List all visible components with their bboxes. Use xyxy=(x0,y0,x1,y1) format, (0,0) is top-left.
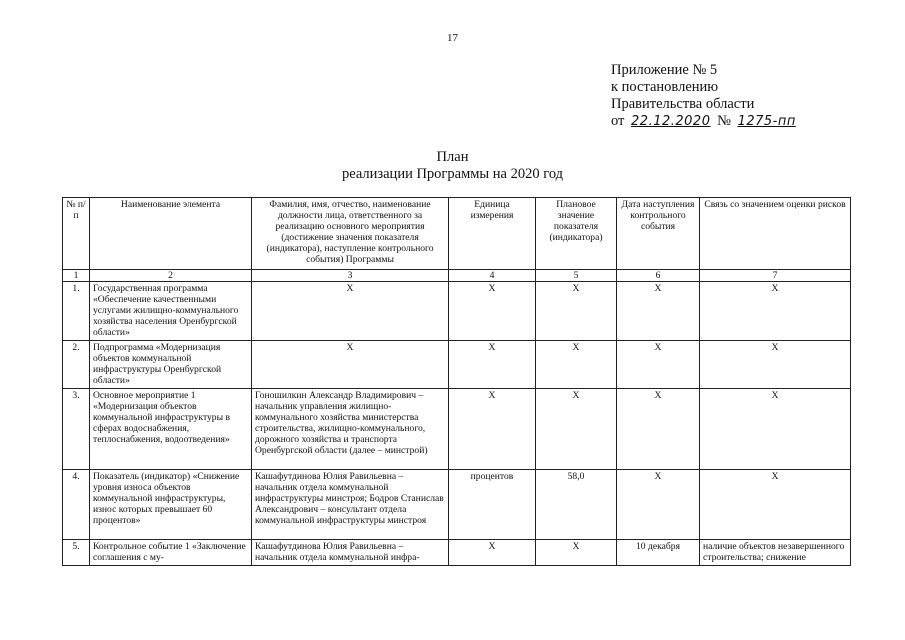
row-plan-value: Х xyxy=(536,540,617,566)
appendix-line-1: Приложение № 5 xyxy=(611,62,718,78)
row-name: Подпрограмма «Модернизация объектов коммунальной инфраструктуры Оренбургской области» xyxy=(90,341,252,389)
appendix-date-line xyxy=(611,113,799,130)
number-prefix: № xyxy=(717,113,731,129)
table-row xyxy=(63,389,851,470)
row-responsible: Гоношилкин Александр Владимирович – начальник управления жилищно-коммунального хозяйства министерства строительства, жилищно-коммунального, дорожного хозяйства и транспорта Оренбургской области (далее – минстрой) xyxy=(252,389,449,470)
row-num: 5. xyxy=(63,540,90,566)
header-plan-value: Плановое значение показателя (индикатора) xyxy=(536,198,617,270)
header-date: Дата наступления контрольного события xyxy=(617,198,700,270)
handwritten-number: 1275-пп xyxy=(737,114,796,129)
date-prefix: от xyxy=(611,113,625,129)
table-header-row xyxy=(63,198,851,270)
header-unit: Единица измерения xyxy=(449,198,536,270)
row-plan-value: Х xyxy=(536,389,617,470)
header-num: № п/п xyxy=(63,198,90,270)
row-plan-value: Х xyxy=(536,341,617,389)
column-number: 2 xyxy=(90,270,252,282)
table-row xyxy=(63,540,851,566)
plan-table xyxy=(62,197,851,566)
title-line-1: План xyxy=(436,149,469,165)
table-row xyxy=(63,282,851,341)
row-num: 1. xyxy=(63,282,90,341)
row-date: Х xyxy=(617,282,700,341)
row-responsible: Х xyxy=(252,341,449,389)
row-date: Х xyxy=(617,341,700,389)
row-unit: Х xyxy=(449,540,536,566)
title-line-2: реализации Программы на 2020 год xyxy=(341,166,564,182)
header-name: Наименование элемента xyxy=(90,198,252,270)
column-number-row xyxy=(63,270,851,282)
column-number: 3 xyxy=(252,270,449,282)
row-responsible: Кашафутдинова Юлия Равильевна – начальник отдела коммунальной инфра- xyxy=(252,540,449,566)
row-risk: Х xyxy=(700,389,851,470)
column-number: 7 xyxy=(700,270,851,282)
row-unit: Х xyxy=(449,389,536,470)
row-name: Показатель (индикатор) «Снижение уровня износа объектов коммунальной инфраструктуры, износ которых превышает 60 процентов» xyxy=(90,470,252,540)
appendix-line-2: к постановлению xyxy=(611,79,719,95)
row-unit: Х xyxy=(449,282,536,341)
row-name: Основное мероприятие 1 «Модернизация объектов коммунальной инфраструктуры в сферах водоснабжения, теплоснабжения, водоотведения» xyxy=(90,389,252,470)
row-plan-value: Х xyxy=(536,282,617,341)
column-number: 4 xyxy=(449,270,536,282)
row-num: 2. xyxy=(63,341,90,389)
row-risk: Х xyxy=(700,470,851,540)
row-name: Государственная программа «Обеспечение качественными услугами жилищно-коммунального хозяйства населения Оренбургской области» xyxy=(90,282,252,341)
row-num: 3. xyxy=(63,389,90,470)
row-responsible: Х xyxy=(252,282,449,341)
header-responsible: Фамилия, имя, отчество, наименование должности лица, ответственного за реализацию основного мероприятия (достижение значения показателя (индикатора), наступление контрольного события) Программы xyxy=(252,198,449,270)
column-number: 5 xyxy=(536,270,617,282)
row-date: 10 декабря xyxy=(617,540,700,566)
handwritten-date: 22.12.2020 xyxy=(631,114,711,129)
row-risk: Х xyxy=(700,341,851,389)
column-number: 1 xyxy=(63,270,90,282)
column-number: 6 xyxy=(617,270,700,282)
table-row xyxy=(63,341,851,389)
row-date: Х xyxy=(617,389,700,470)
row-unit: Х xyxy=(449,341,536,389)
row-risk: наличие объектов незавершенного строительства; снижение xyxy=(700,540,851,566)
page-number: 17 xyxy=(447,32,458,44)
row-unit: процентов xyxy=(449,470,536,540)
row-date: Х xyxy=(617,470,700,540)
row-name: Контрольное событие 1 «Заключение соглашения с му- xyxy=(90,540,252,566)
row-num: 4. xyxy=(63,470,90,540)
header-risk: Связь со значением оценки рисков xyxy=(700,198,851,270)
row-plan-value: 58,0 xyxy=(536,470,617,540)
row-risk: Х xyxy=(700,282,851,341)
document-title xyxy=(0,149,905,183)
row-responsible: Кашафутдинова Юлия Равильевна – начальник отдела коммунальной инфраструктуры минстроя; Бодров Станислав Александрович – консультант отдела коммунальной инфраструктуры минстроя xyxy=(252,470,449,540)
appendix-block xyxy=(611,62,799,130)
appendix-line-3: Правительства области xyxy=(611,96,755,112)
table-row xyxy=(63,470,851,540)
